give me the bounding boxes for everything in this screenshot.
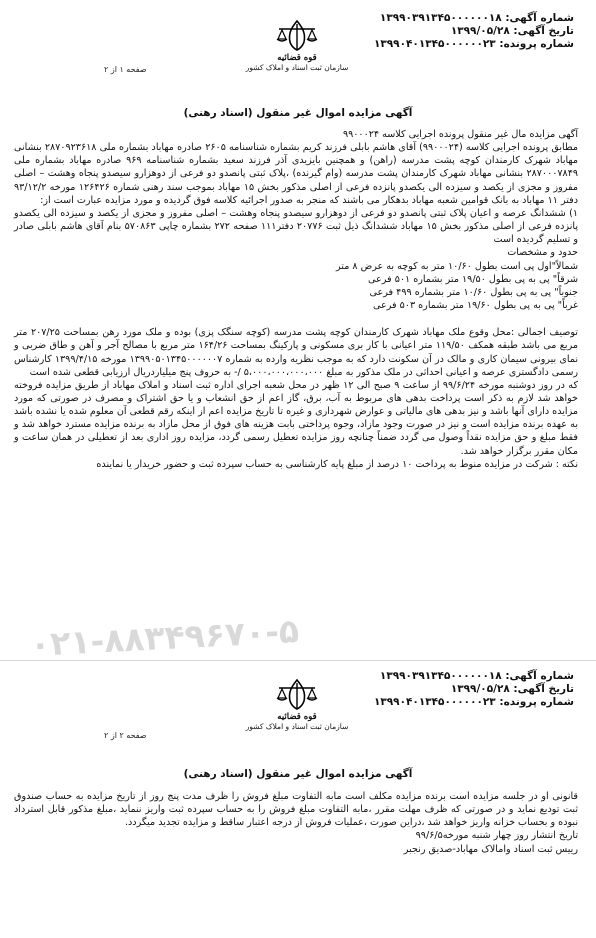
paragraph-case-details: مطابق پرونده اجرایی کلاسه (۹۹۰۰۰۲۴) آقای هاشم بابلی فرزند کریم بشماره شناسنامه ۲۶۰۵ صادره مهاباد بشماره ملی ۲۸۷۰۹۲۳۶۱۸ بنشانی مهاباد شهرک کارمندان کوچه پشت مدرسه (راهن) و همچنین بایزیدی آذر فرزند سعید بشماره شناسنامه ۹۶۹ صادره مهاباد بشماره ملی ۲۸۷۰۰۰۷۸۴۹ بنشانی مهاباد شهرک کارمندان پشت مدرسه (وام گیرنده) ،پلاک ثبتی پانصدو دو فرعی از دوهزارو سیصدو پنجاه وهشت – اصلی مفروز و مجزی از یکصد و سیزده الی یکصدو پانزده فرعی از اصلی مذکور بخش ۱۵ مهاباد بموجب سند رهنی شماره ۱۲۶۴۲۶ مورخه ۹۳/۱۲/۲ دفتر ۱۱ مهاباد به بانک قوامین شعبه مهاباد بدهکار می باشند که منجر به صدور اجرائیه کلاسه فوق گردیده و مورد مزایده عبارت است از: [14,142,578,206]
notice-heading: آگهی مزایده اموال غیر منقول (اسناد رهنی) [183,107,413,119]
ad-number: شماره آگهی: ۱۳۹۹۰۳۹۱۳۴۵۰۰۰۰۰۰۱۸ [379,670,574,682]
publish-date: تاریخ انتشار روز چهار شنبه مورخه۹۹/۶/۵ [415,830,578,842]
paragraph-auction-terms: که در روز دوشنبه مورخه ۹۹/۶/۲۴ از ساعت ۹ صبح الی ۱۲ ظهر در محل شعبه اجرای اداره ثبت اسناد و املاک مهاباد از طریق مزایده فروخته خواهد شد لازم به ذکر است پرداخت بدهی های مربوط به آب، برق، گاز اعم از حق انشعاب و یا حق اشتراک و مصرف در صورتی که مورد مزایده دارای آنها باشد و نیز بدهی های مالیاتی و عوارض شهرداری و غیره تا تاریخ مزایده اعم از اینکه رقم قطعی آن معلوم شده یا نشده باشد به عهده برنده مزایده است و نیز در صورت وجود مازاد، وجوه پرداختی بابت هزینه های فوق از محل مازاد به برنده مزایده مسترد خواهد شد و فقط مبلغ و حق مزایده نقداً وصول می گردد ضمناً چنانچه روز مزایده تعطیل رسمی گردد، مزایده روز اداری بعد از تعطیلی در همان ساعت و مکان مقرر برگزار خواهد شد. [14,379,579,457]
org-registry: سازمان ثبت اسناد و املاک کشور [245,722,349,731]
phone-watermark: ۰۲۱-۸۸۳۴۹۶۷۰-۵ [29,610,300,665]
notice-body [14,790,578,856]
scales-of-justice-icon [274,674,320,712]
notice-page-2 [0,660,596,938]
judiciary-emblem [222,15,372,73]
case-number: شماره پرونده: ۱۳۹۹۰۴۰۱۳۴۵۰۰۰۰۰۰۲۳ [373,38,574,50]
bound-south: جنوباً" پی به پی بطول ۱۰/۶۰ متر بشماره ۴۹۹ فرعی [369,286,578,298]
bound-east: شرقاً" پی به پی بطول ۱۹/۵۰ متر بشماره ۵۰۱ فرعی [368,273,578,285]
bound-west: غرباً" پی به پی بطول ۱۹/۶۰ متر بشماره ۵۰۳ فرعی [372,300,578,312]
intro-line: آگهی مزایده مال غیر منقول پرونده اجرایی کلاسه ۹۹۰۰۰۲۴ [342,129,578,140]
notice-body [14,128,578,471]
ad-date: تاریخ آگهی: ۱۳۹۹/۰۵/۲۸ [450,683,574,695]
bounds-title: حدود و مشخصات [507,247,578,259]
ad-number: شماره آگهی: ۱۳۹۹۰۳۹۱۳۴۵۰۰۰۰۰۰۱۸ [379,12,574,24]
notice-meta [374,12,574,51]
scales-of-justice-icon [274,15,320,53]
signature: رییس ثبت اسناد وامالاک مهاباد-صدیق رنجبر [403,843,578,855]
judiciary-emblem [222,674,372,732]
bounds-list [14,260,578,313]
notice-meta [374,670,574,709]
paragraph-payment-terms: قانونی او در جلسه مزایده است برنده مزایده مکلف است مابه التفاوت مبلغ فروش را ظرف مدت پنج روز از تاریخ مزایده به حساب صندوق ثبت تودیع نماید و در صورتی که ظرف مهلت مقرر ،مابه التفاوت مبلغ فروش را به حساب سپرده ثبت واریز ننماید ،مبلغ مذکور قابل استرداد نبوده و بحساب خزانه واریز خواهد شد ،دراین صورت ،عملیات فروش از درجه اعتبار ساقط و مزایده تجدید میگردد. [14,791,578,829]
paragraph-note: نکته : شرکت در مزایده منوط به پرداخت ۱۰ درصد از مبلغ پایه کارشناسی به حساب سپرده ثبت و حضور خریدار یا نماینده [96,458,578,470]
bound-north: شمالاً"اول پی است بطول ۱۰/۶۰ متر به کوچه به عرض ۸ متر [336,260,578,272]
page-number: صفحه ۱ از ۲ [104,65,147,74]
page-number: صفحه ۲ از ۲ [104,731,147,740]
paragraph-property: ۱) ششدانگ عرصه و اعیان پلاک ثبتی پانصدو دو فرعی از دوهزارو سیصدو پنجاه وهشت – اصلی مفروز و مجزی از یکصد و سیزده الی یکصدو پانزده فرعی از اصلی مذکور بخش ۱۵ مهاباد ششدانگ ذیل ثبت ۲۰۷۷۶ دفتر۱۱۱ صفحه ۲۷۲ بشماره چاپی ۵۷۰۸۶۳ بنام آقای هاشم بابلی صادر و تسلیم گردیده است [14,207,578,246]
notice-heading: آگهی مزایده اموال غیر منقول (اسناد رهنی) [183,768,413,780]
org-judiciary: قوه قضائیه [277,712,317,722]
org-registry: سازمان ثبت اسناد و املاک کشور [245,63,349,72]
case-number: شماره پرونده: ۱۳۹۹۰۴۰۱۳۴۵۰۰۰۰۰۰۲۳ [373,696,574,708]
org-judiciary: قوه قضائیه [277,53,317,63]
paragraph-description: توصیف اجمالی :محل وقوع ملک مهاباد شهرک کارمندان کوچه پشت مدرسه (کوچه سنگک پزی) بوده و ملک مورد رهن بمساحت ۲۰۷/۲۵ متر مربع می باشد طبقه همکف ۱۱۹/۵۰ متر اعیانی با کار بری مسکونی و پارکینگ بمساحت ۱۶۴/۲۶ متر مربع با مصالح آجر و آهن و طاق ضربی و نمای بیرونی سیمان کاری و مالک در آن سکونت دارد که به موجب نظریه وارده به شماره ۱۳۹۹۰۵۰۱۳۴۵۰۰۰۰۰۰۷ مورخه ۱۳۹۹/۴/۱۵ کارشناس رسمی دادگستری عرصه و اعیانی احداثی در ملک مذکور به مبلغ ۵،۰۰۰،۰۰۰،۰۰۰،۰۰۰ /- به حروف پنج میلیاردریال ارزیابی قطعی شده است [14,327,579,378]
ad-date: تاریخ آگهی: ۱۳۹۹/۰۵/۲۸ [450,25,574,37]
